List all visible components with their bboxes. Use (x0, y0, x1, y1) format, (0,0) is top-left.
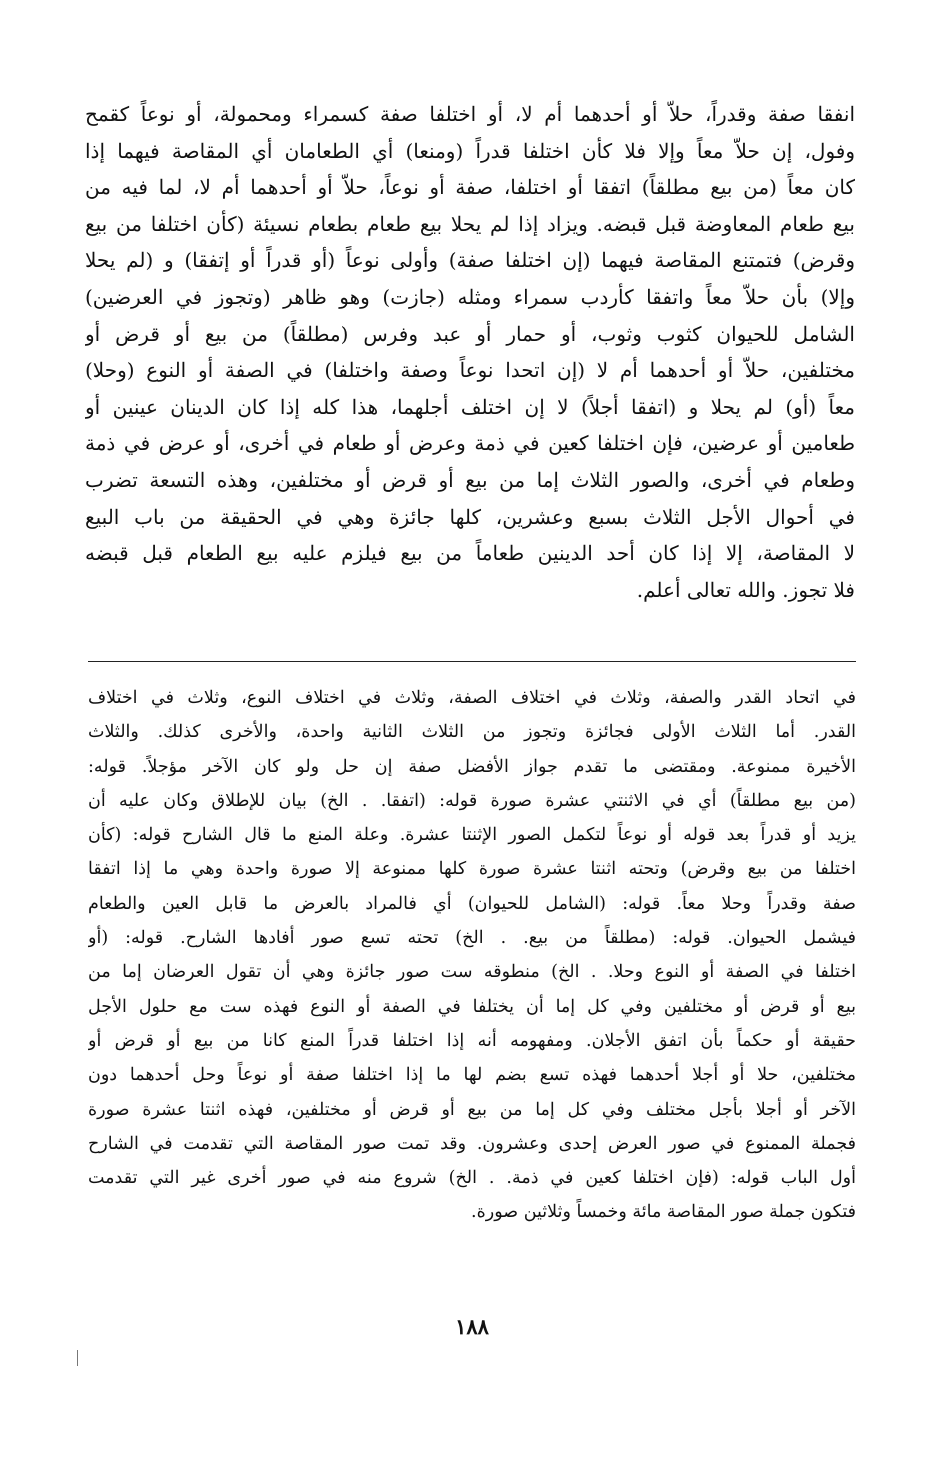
main-paragraph (85, 96, 855, 608)
margin-mark (77, 1350, 78, 1366)
main-line: انفقا صفة وقدراً، حلاّ أو أحدهما أم لا، أو اختلفا صفة كسمراء ومحمولة، أو نوعاً كقمح (85, 102, 855, 126)
main-line: بيع طعام المعاوضة قبل قبضه. ويزاد إذا لم يحلا بيع طعام بطعام نسيئة (كأن اختلفا من بيع (85, 211, 855, 236)
main-line: كان معاً (من بيع مطلقاً) اتفقا أو اختلفا، صفة أو نوعاً، حلاّ أو أحدهما أم لا، لما فيه من (85, 175, 855, 200)
main-line: وطعام في أخرى، والصور الثلاث إما من بيع أو قرض أو مختلفين، وهذه التسعة تضرب (85, 467, 855, 492)
footnote-block (88, 681, 856, 1230)
footnote-separator (88, 661, 856, 662)
footnote-line: اختلفا من بيع وقرض) وتحته اثنتا عشرة صورة كلها ممنوعة إلا صورة واحدة وهي ما إذا اتفقا (88, 859, 856, 880)
footnote-line: (من بيع مطلقاً) أي في الاثنتي عشرة صورة قوله: (اتفقا. . الخ) بيان للإطلاق وكان عليه أن (88, 790, 856, 811)
main-line: طعامين أو عرضين، فإن اختلفا كعين في ذمة وعرض أو طعام في أخرى، أو عرض في ذمة (85, 431, 855, 456)
footnote-line: القدر. أما الثلاث الأولى فجائزة وتجوز من الثلاث الثانية واحدة، والأخرى كذلك. والثلاث (88, 722, 856, 743)
footnote-line: فجملة الممنوع في صور العرض إحدى وعشرون. وقد تمت صور المقاصة التي تقدمت في الشارح (88, 1133, 856, 1154)
main-line-last: فلا تجوز. والله تعالى أعلم. (636, 577, 855, 602)
footnote-line: فيشمل الحيوان. قوله: (مطلقاً من بيع. . الخ) تحته تسع صور أفادها الشارح. قوله: (أو (88, 928, 856, 949)
main-line: مختلفين، حلاّ أو أحدهما أم لا (إن اتحدا نوعاً وصفة واختلفا) في الصفة أو النوع (وحلا) (85, 358, 855, 383)
main-line: لا المقاصة، إلا إذا كان أحد الدينين طعاماً من بيع فيلزم عليه بيع الطعام قبل قبضه (85, 541, 855, 566)
footnote-line: مختلفين، حلا أو أجلا أحدهما فهذه تسع بضم لها ما إذا اختلفا صفة أو نوعاً وحل أحدهما دون (88, 1065, 856, 1086)
footnote-line: اختلفا في الصفة أو النوع وحلا. . الخ) منطوقه ست صور جائزة وهي أن تقول العرضان إما من (88, 962, 856, 983)
main-line: وفول، إن حلاّ معاً وإلا فلا كأن اختلفا قدراً (ومنعا) أي الطعامان أي المقاصة فيهما إذا (85, 138, 855, 163)
main-line: في أحوال الأجل الثلاث بسبع وعشرين، كلها جائزة وهي في الحقيقة من باب البيع (85, 504, 855, 529)
main-text-block (85, 96, 855, 608)
footnote-line: أول الباب قوله: (فإن اختلفا كعين في ذمة. . الخ) شروع منه في صور أخرى غير التي تقدمت (88, 1168, 856, 1189)
footnote-line: يزيد أو قدراً بعد قوله أو نوعاً لتكمل الصور الإثنتا عشرة. وعلة المنع ما قال الشارح قوله: (كأن (88, 825, 856, 846)
footnote-line: صفة وقدراً وحلا معاً. قوله: (الشامل للحيوان) أي فالمراد بالعرض ما قابل العين والطعام (88, 893, 856, 914)
footnote-line: الآخر أو أجلا بأجل مختلف وفي كل إما من بيع أو قرض أو مختلفين، فهذه اثنتا عشرة صورة (88, 1099, 856, 1120)
footnote-line: حقيقة أو حكماً بأن اتفق الأجلان. ومفهومه أنه إذا اختلفا قدراً المنع كانا من بيع أو قرض أو (88, 1030, 856, 1051)
main-line: الشامل للحيوان كثوب وثوب، أو حمار أو عبد وفرس (مطلقاً) من بيع أو قرض أو (85, 321, 855, 346)
footnote-line: في اتحاد القدر والصفة، وثلاث في اختلاف الصفة، وثلاث في اختلاف النوع، وثلاث في اختلاف (88, 688, 856, 708)
footnote-line: بيع أو قرض أو مختلفين وفي كل إما أن يختلفا في الصفة أو النوع فهذه ست مع حلول الأجل (88, 996, 856, 1017)
main-line: معاً (أو) لم يحلا و (اتفقا أجلاً) لا إن اختلف أجلهما، هذا كله إذا كان الدينان عينين أو (85, 394, 855, 419)
footnote-line-last: فتكون جملة صور المقاصة مائة وخمساً وثلاثين صورة. (471, 1202, 856, 1223)
page-number: ١٨٨ (455, 1314, 489, 1339)
main-line: وإلا) بأن حلاّ معاً واتفقا كأردب سمراء ومثله (جازت) وهو ظاهر (وتجوز في العرضين) (85, 284, 855, 309)
main-line: وقرض) فتمتنع المقاصة فيهما (إن اختلفا صفة) وأولى نوعاً (أو قدراً أو إتفقا) و (لم يحلا (85, 248, 855, 273)
footnote-line: الأخيرة ممنوعة. ومقتضى ما تقدم جواز الأفضل صفة إن حل ولو كان الآخر مؤجلاً. قوله: (88, 756, 856, 777)
